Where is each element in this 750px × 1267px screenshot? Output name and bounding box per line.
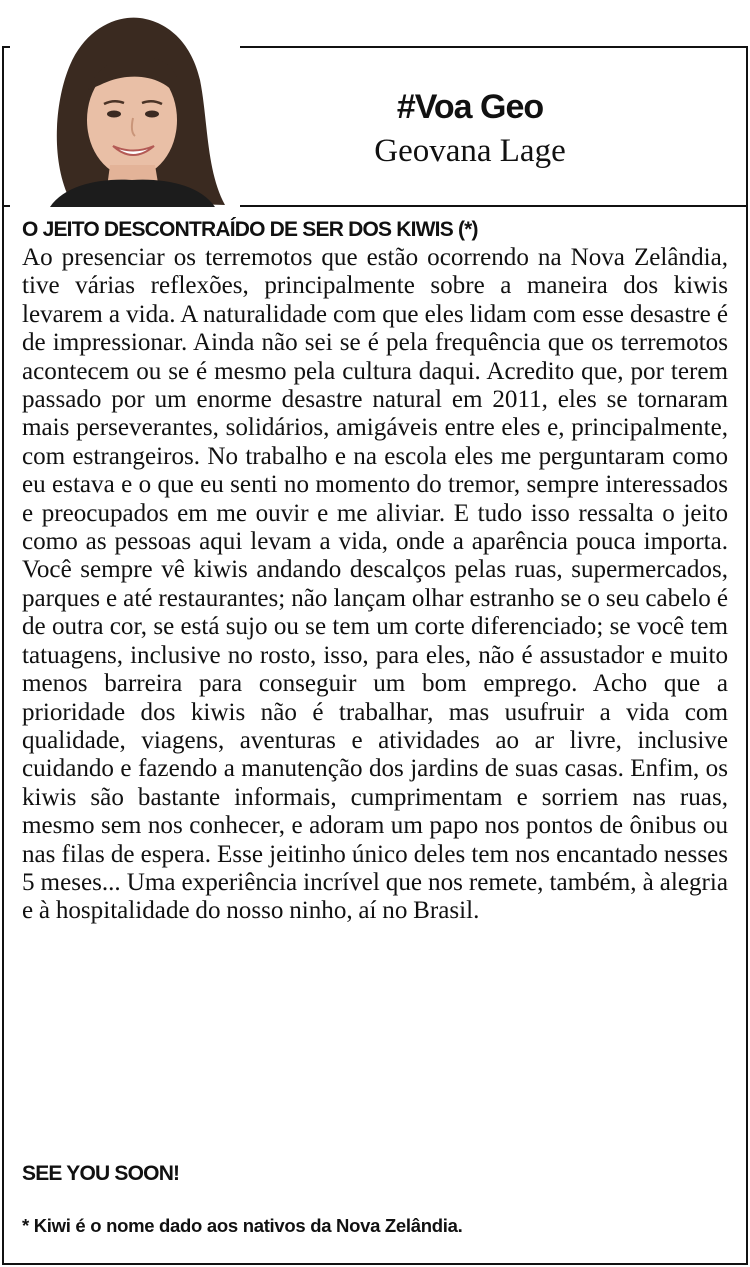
article-headline: O JEITO DESCONTRAÍDO DE SER DOS KIWIS (*) xyxy=(22,218,478,241)
article-footnote: * Kiwi é o nome dado aos nativos da Nova Zelândia. xyxy=(22,1215,463,1236)
author-name: Geovana Lage xyxy=(374,133,566,169)
article-signoff: SEE YOU SOON! xyxy=(22,1162,180,1185)
author-portrait-icon xyxy=(10,10,240,207)
article-body: Ao presenciar os terremotos que estão ocorrendo na Nova Zelândia, tive várias reflexões, principalmente sobre a maneira dos kiwis levarem a vida. A naturalidade com que eles lidam com esse desastre é de impressionar. Ainda não sei se é pela frequência que os terremotos acontecem ou se é mesmo pela cultura daqui. Acredito que, por terem passado por um enorme desastre natural em 2011, eles se tornaram mais perseverantes, solidários, amigáveis entre eles e, principalmente, com estrangeiros. No trabalho e na escola eles me perguntaram como eu estava e o que eu senti no momento do tremor, sempre interessados e preocupados em me ouvir e me aliviar. E tudo isso ressalta o jeito como as pessoas aqui levam a vida, onde a aparência pouca importa. Você sempre vê kiwis andando descalços pelas ruas, supermercados, parques e até restaurantes; não lançam olhar estranho se o seu cabelo é de outra cor, se está sujo ou se tem um corte diferenciado; se você tem tatuagens, inclusive no rosto, isso, para eles, não é assustador e muito menos barreira para conseguir um bom emprego. Acho que a prioridade dos kiwis não é trabalhar, mas usufruir a vida com qualidade, viagens, aventuras e atividades ao ar livre, inclusive cuidando e fazendo a manutenção dos jardins de suas casas. Enfim, os kiwis são bastante informais, cumprimentam e sorriem nas ruas, mesmo sem nos conhecer, e adoram um papo nos pontos de ônibus ou nas filas de espera. Esse jeitinho único deles tem nos encantado nesses 5 meses... Uma experiência incrível que nos remete, também, à alegria e à hospitalidade do nosso ninho, aí no Brasil. xyxy=(22,244,728,925)
column-name: #Voa Geo xyxy=(396,88,544,126)
